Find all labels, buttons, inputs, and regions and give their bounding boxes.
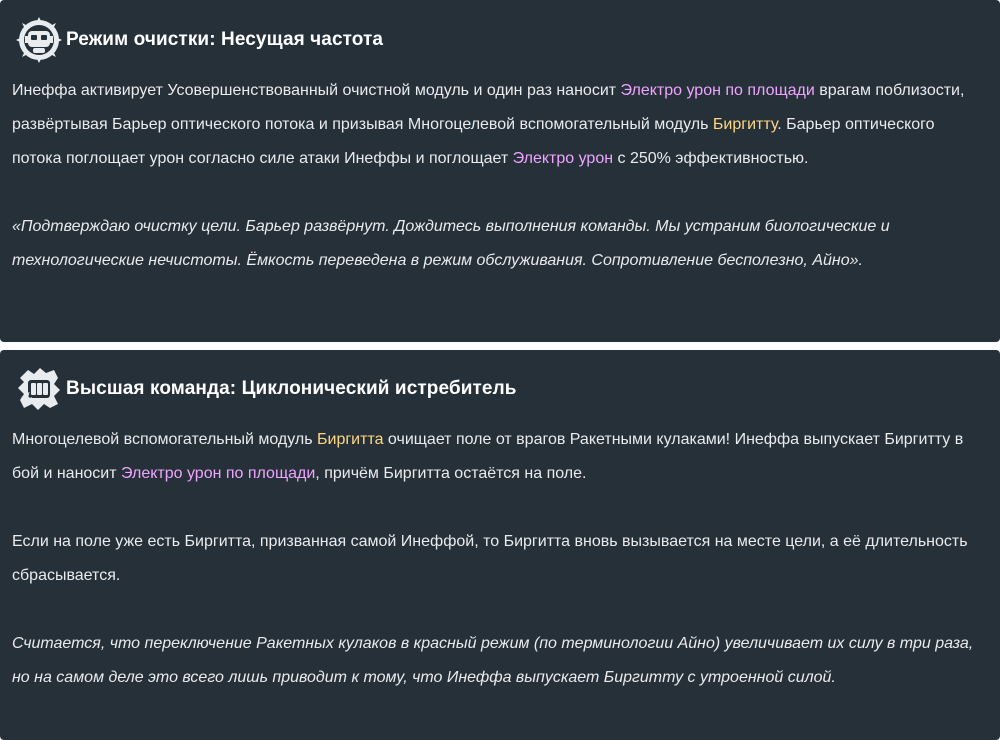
- ally-name-highlight: Биргитта: [317, 431, 384, 448]
- skill-title: Режим очистки: Несущая частота: [66, 29, 384, 50]
- description-text: Инеффа активирует Усовершенствованный очистной модуль и один раз наносит: [12, 82, 621, 99]
- skill-header: [12, 365, 988, 413]
- description-text: Многоцелевой вспомогательный модуль: [12, 431, 317, 448]
- description-text: очищает поле от врагов Ракетными кулаками! Инеффа выпускает Биргитту в бой и наносит: [12, 431, 964, 482]
- description-text: , причём Биргитта остаётся на поле.: [315, 465, 587, 482]
- skill-description: [12, 74, 988, 176]
- electro-damage-highlight: Электро урон по площади: [121, 465, 316, 482]
- skill-description: [12, 525, 988, 593]
- skill-card-burst: [0, 350, 1000, 740]
- description-text: врагам поблизости, развёртывая Барьер оптического потока и призывая Многоцелевой вспомогательный модуль: [12, 82, 965, 133]
- skill-card-elemental: [0, 0, 1000, 342]
- mech-fist-icon: [14, 364, 64, 414]
- description-text: Если на поле уже есть Биргитта, призванная самой Инеффой, то Биргитта вновь вызывается на месте цели, а её длительность сбрасывается.: [12, 533, 968, 584]
- quote-text: Считается, что переключение Ракетных кулаков в красный режим (по терминологии Айно) увеличивает их силу в три раза, но на самом деле это всего лишь приводит к тому, что Инеффа выпускает Биргитту с утроенной силой.: [12, 635, 974, 686]
- electro-damage-highlight: Электро урон: [512, 150, 614, 167]
- skill-title: Высшая команда: Циклонический истребитель: [66, 378, 517, 399]
- skill-quote: [12, 210, 988, 278]
- robot-head-icon: [14, 15, 64, 65]
- quote-text: «Подтверждаю очистку цели. Барьер развёрнут. Дождитесь выполнения команды. Мы устраним биологические и технологические нечистоты. Ёмкость переведена в режим обслуживания. Сопротивление бесполезно, Айно».: [12, 218, 890, 269]
- skill-header: [12, 16, 988, 64]
- ally-name-highlight: Биргитту: [712, 116, 778, 133]
- description-text: с 250% эффективностью.: [613, 150, 809, 167]
- description-text: . Барьер оптического потока поглощает урон согласно силе атаки Инеффы и поглощает: [12, 116, 935, 167]
- skill-description: [12, 423, 988, 491]
- electro-damage-highlight: Электро урон по площади: [620, 82, 815, 99]
- skill-quote: [12, 627, 988, 695]
